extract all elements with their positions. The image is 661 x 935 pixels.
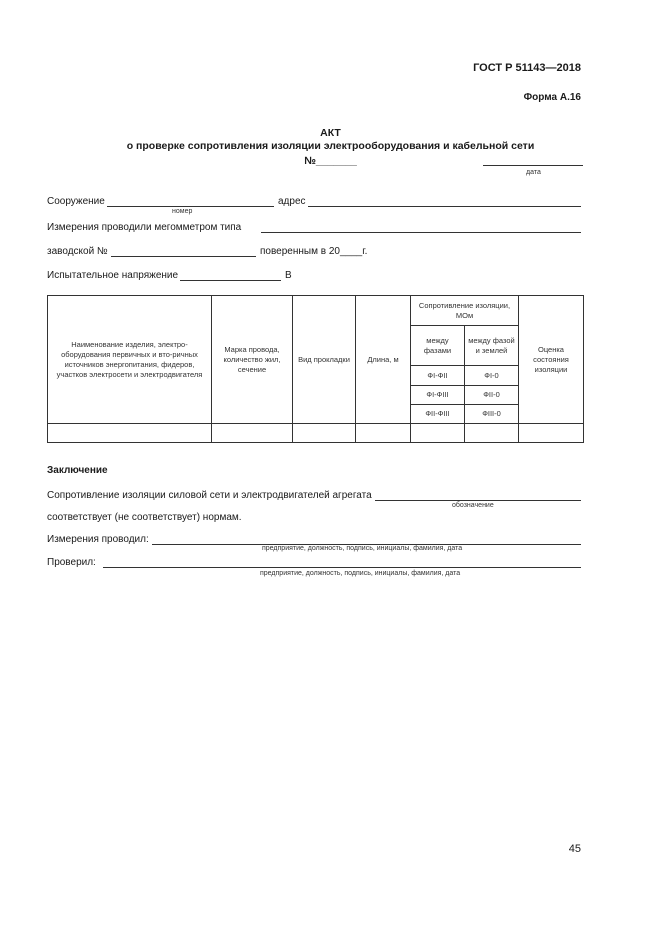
resistance-text: Сопротивление изоляции силовой сети и электродвигателей агрегата <box>47 490 372 501</box>
designation-caption: обозначение <box>452 502 494 509</box>
complies-text: соответствует (не соответствует) нормам. <box>47 512 242 523</box>
header-laying: Вид прокладки <box>293 296 356 424</box>
voltage-field[interactable] <box>180 280 281 281</box>
measured-by-label: Измерения проводил: <box>47 534 149 545</box>
header-resistance: Сопротивление изоляции, МОм <box>411 296 519 326</box>
insulation-table <box>47 295 584 443</box>
checked-by-field[interactable] <box>103 567 581 568</box>
table-row[interactable] <box>48 424 584 443</box>
measured-by-caption: предприятие, должность, подпись, инициалы, фамилия, дата <box>262 545 463 552</box>
checked-by-label: Проверил: <box>47 557 96 568</box>
serial-field[interactable] <box>111 256 256 257</box>
address-field[interactable] <box>308 206 581 207</box>
act-number: №_______ <box>304 155 357 167</box>
header-phase-ground: между фазой и землей <box>465 326 519 366</box>
structure-label: Сооружение <box>47 196 105 207</box>
act-title: АКТ <box>320 127 341 139</box>
voltage-unit: В <box>285 270 292 281</box>
meter-type-field[interactable] <box>261 232 581 233</box>
form-number: Форма А.16 <box>523 92 581 103</box>
designation-field[interactable] <box>375 500 581 501</box>
conclusion-heading: Заключение <box>47 465 108 476</box>
header-wire: Марка провода, количество жил, сечение <box>212 296 293 424</box>
date-line[interactable] <box>483 165 583 166</box>
header-length: Длина, м <box>356 296 411 424</box>
cell-phase-2: ФI-ФIII <box>411 386 465 405</box>
cell-phase-3: ФII-ФIII <box>411 405 465 424</box>
date-caption: дата <box>526 169 541 176</box>
cell-ground-3: ФIII-0 <box>465 405 519 424</box>
voltage-label: Испытательное напряжение <box>47 270 179 281</box>
header-rating: Оценка состояния изоляции <box>519 296 584 424</box>
measured-label: Измерения проводили мегомметром типа <box>47 222 242 233</box>
structure-field[interactable] <box>107 206 274 207</box>
checked-label: поверенным в 20____г. <box>260 246 368 257</box>
standard-code: ГОСТ Р 51143—2018 <box>473 62 581 74</box>
cell-ground-2: ФII-0 <box>465 386 519 405</box>
checked-by-caption: предприятие, должность, подпись, инициалы, фамилия, дата <box>260 570 461 577</box>
serial-label: заводской № <box>47 246 108 257</box>
cell-ground-1: ФI-0 <box>465 366 519 386</box>
address-label: адрес <box>278 196 306 207</box>
header-between-phases: между фазами <box>411 326 465 366</box>
header-item: Наименование изделия, электро-оборудования первичных и вто-ричных источников энергопитания, фидеров, участков электросети и электродвигателя <box>48 296 212 424</box>
number-caption: номер <box>172 208 193 215</box>
act-subtitle: о проверке сопротивления изоляции электрооборудования и кабельной сети <box>126 140 535 152</box>
page-number: 45 <box>568 843 581 855</box>
cell-phase-1: ФI-ФII <box>411 366 465 386</box>
